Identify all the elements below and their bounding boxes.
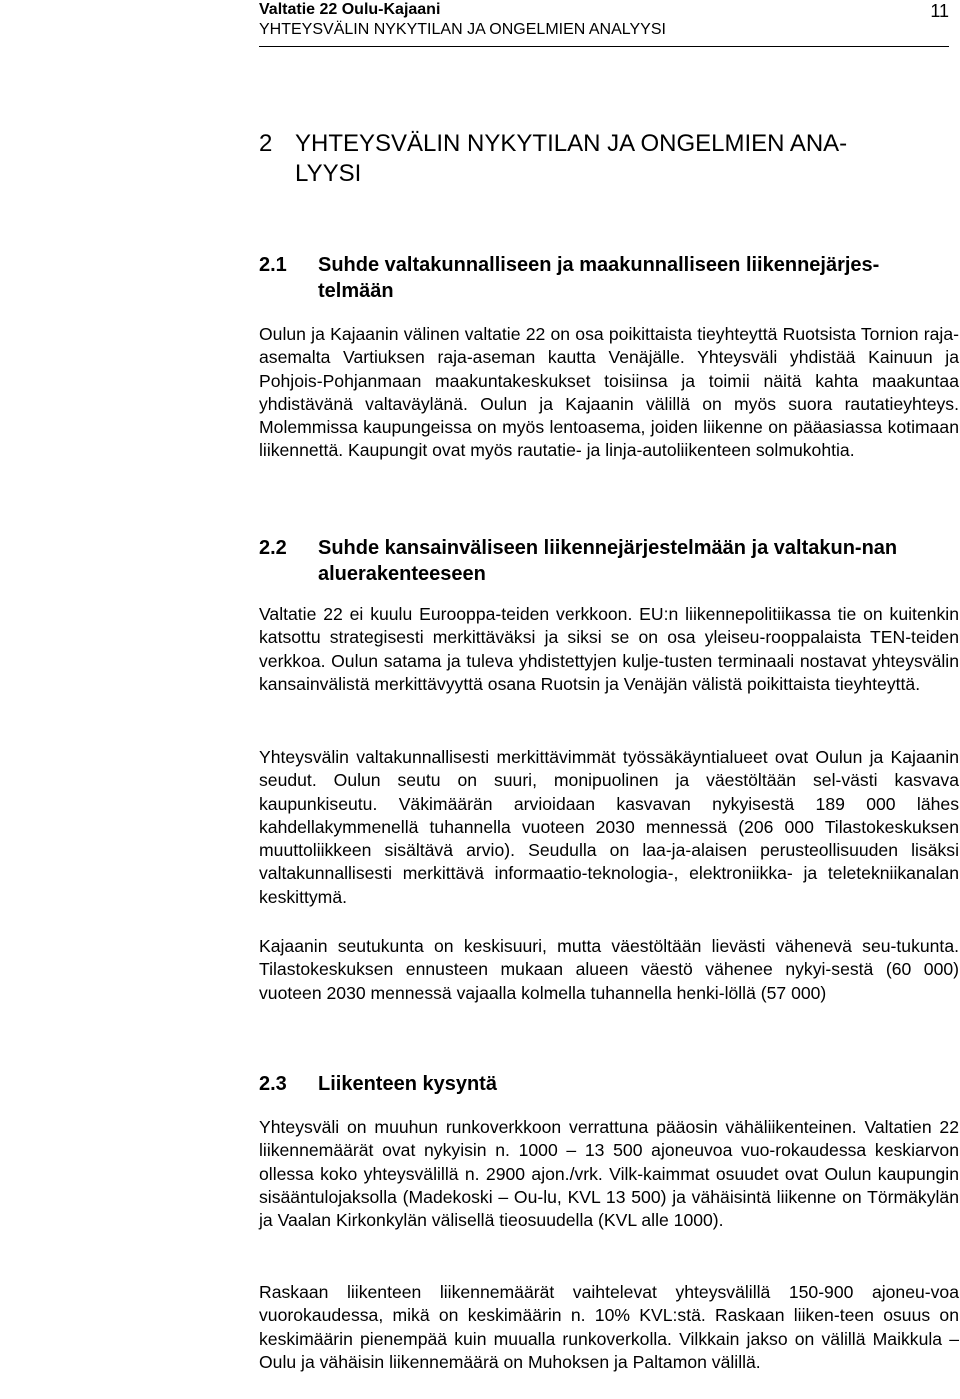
chapter-heading xyxy=(259,129,949,189)
paragraph: Raskaan liikenteen liikennemäärät vaihtelevat yhteysvälillä 150-900 ajoneu-voa vuorokaudessa, mikä on keskimäärin n. 10% KVL:stä. Raskaan liiken-teen osuus on keskimäärin pienempää kuin muualla runkoverkolla. Vilkkain jakso on välillä Maikkula – Oulu ja vähäisin liikennemäärä on Muhoksen ja Paltamon välillä. xyxy=(259,1282,959,1372)
header-divider xyxy=(259,46,949,47)
section-title: Suhde kansainväliseen liikennejärjestelmään ja valtakun-nan aluerakenteeseen xyxy=(318,537,898,585)
section-heading-2-1 xyxy=(259,252,939,304)
paragraph: Yhteysvälin valtakunnallisesti merkittävimmät työssäkäyntialueet ovat Oulun ja Kajaanin seudut. Oulun seutu on suuri, monipuolinen ja väestöltään sel-västi kasvava kaupunkiseutu. Väkimäärän arvioidaan kasvavan nykyisestä 189 000 lähes kahdellakymmenellä tuhannella vuoteen 2030 mennessä (206 000 Tilastokeskuksen muuttoliikkeen sisältävä arvio). Seudulla on laa-ja-alaisen perusteollisuuden lisäksi valtakunnallisesti merkittävä informaatio-teknologia-, elektroniikka- ja teletekniikanalan keskittymä. xyxy=(259,747,959,907)
header-chapter-title: YHTEYSVÄLIN NYKYTILAN JA ONGELMIEN ANALYYSI xyxy=(259,21,666,38)
chapter-title: YHTEYSVÄLIN NYKYTILAN JA ONGELMIEN ANA-LYYSI xyxy=(295,130,848,187)
header-document-title: Valtatie 22 Oulu-Kajaani xyxy=(259,1,441,18)
chapter-number: 2 xyxy=(259,130,273,157)
section-number: 2.1 xyxy=(259,254,287,276)
paragraph: Valtatie 22 ei kuulu Eurooppa-teiden verkkoon. EU:n liikennepolitiikassa tie on kuitenkin katsottu strategisesti merkittäväksi ja siksi se on osa yleiseu-rooppalaista TEN-teiden verkkoa. Oulun satama ja tuleva yhdistettyjen kulje-tusten terminaali nostavat yhteysvälin kansainvälistä merkittävyyttä osana Ruotsin ja Venäjän välistä poikittaista tieyhteyttä. xyxy=(259,604,959,694)
section-title: Suhde valtakunnalliseen ja maakunnalliseen liikennejärjes-telmään xyxy=(318,254,880,302)
section-title: Liikenteen kysyntä xyxy=(318,1073,497,1095)
running-header xyxy=(259,0,949,40)
section-number: 2.2 xyxy=(259,537,287,559)
paragraph: Kajaanin seutukunta on keskisuuri, mutta väestöltään lievästi vähenevä seu-tukunta. Tilastokeskuksen ennusteen mukaan alueen väestö vähenee nykyi-sestä (60 000) vuoteen 2030 mennessä vajaalla kolmella tuhannella henki-löllä (57 000) xyxy=(259,936,959,1003)
page-number: 11 xyxy=(930,1,949,21)
section-heading-2-3 xyxy=(259,1071,949,1097)
section-number: 2.3 xyxy=(259,1073,287,1095)
paragraph: Oulun ja Kajaanin välinen valtatie 22 on osa poikittaista tieyhteyttä Ruotsista Tornion raja-asemalta Vartiuksen raja-aseman kautta Venäjälle. Yhteysväli yhdistää Kainuun ja Pohjois-Pohjanmaan maakuntakeskukset toisiinsa ja toimii näitä kahta maakuntaa yhdistävänä valtaväylänä. Oulun ja Kajaanin välillä on myös suora rautatieyhteys. Molemmissa kaupungeissa on myös lentoasema, joiden liikenne on pääasiassa kotimaan liikennettä. Kaupungit ovat myös rautatie- ja linja-autoliikenteen solmukohtia. xyxy=(259,324,959,461)
paragraph: Yhteysväli on muuhun runkoverkkoon verrattuna pääosin vähäliikenteinen. Valtatien 22 liikennemäärät ovat nykyisin n. 1000 – 13 500 ajoneuvoa vuo-rokaudessa keskiarvon ollessa koko yhteysvälillä n. 2900 ajon./vrk. Vilk-kaimmat osuudet ovat Oulun kaupungin sisääntulojaksolla (Madekoski – Ou-lu, KVL 13 500) ja vähäisintä liikenne on Törmäkylän ja Vaalan Kirkonkylän välisellä tieosuudella (KVL alle 1000). xyxy=(259,1117,959,1231)
section-heading-2-2 xyxy=(259,535,939,587)
